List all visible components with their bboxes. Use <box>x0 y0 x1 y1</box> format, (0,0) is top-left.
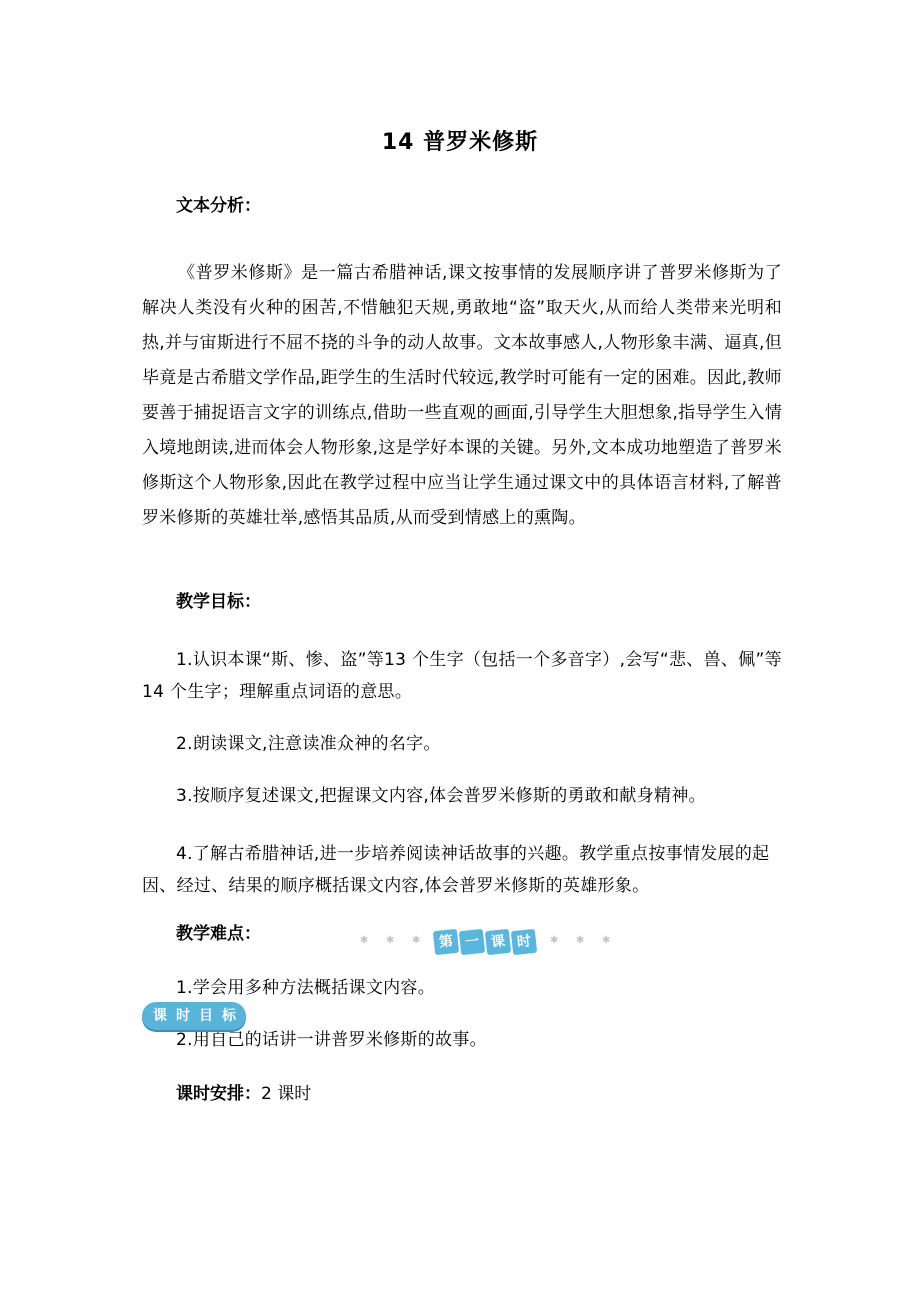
goal-item-1: 1.认识本课“斯、惨、盗”等13 个生字（包括一个多音字）,会写“悲、兽、佩”等 14 个生字；理解重点词语的意思。 <box>142 650 782 702</box>
goal-item-2: 2.朗读课文,注意读准众神的名字。 <box>176 734 441 754</box>
lesson-goal-badge <box>142 1002 246 1030</box>
schedule-value: 2 课时 <box>261 1084 312 1104</box>
badge-char: 课 <box>153 1008 167 1024</box>
dot-icon: ✱ <box>412 935 421 946</box>
dot-icon: ✱ <box>550 935 559 946</box>
section-heading-analysis: 文本分析： <box>176 196 261 216</box>
schedule-label: 课时安排： <box>176 1084 261 1104</box>
difficulty-item-2: 2.用自己的话讲一讲普罗米修斯的故事。 <box>176 1030 487 1050</box>
banner-char: 时 <box>511 929 537 955</box>
dot-icon: ✱ <box>576 935 585 946</box>
banner-char: 第 <box>433 929 459 955</box>
schedule-line <box>176 1082 311 1106</box>
section-heading-goals: 教学目标： <box>176 592 261 612</box>
analysis-paragraph: 《普罗米修斯》是一篇古希腊神话,课文按事情的发展顺序讲了普罗米修斯为了解决人类没有火种的困苦,不惜触犯天规,勇敢地“盗”取天火,从而给人类带来光明和热,并与宙斯进行不屈不挠的斗争的动人故事。文本故事感人,人物形象丰满、逼真,但毕竟是古希腊文学作品,距学生的生活时代较远,教学时可能有一定的困难。因此,教师要善于捕捉语言文字的训练点,借助一些直观的画面,引导学生大胆想象,指导学生入情入境地朗读,进而体会人物形象,这是学好本课的关键。另外,文本成功地塑造了普罗米修斯这个人物形象,因此在教学过程中应当让学生通过课文中的具体语言材料,了解普罗米修斯的英雄壮举,感悟其品质,从而受到情感上的熏陶。 <box>142 263 782 528</box>
dot-icon: ✱ <box>386 935 395 946</box>
goal-item-4: 4.了解古希腊神话,进一步培养阅读神话故事的兴趣。教学重点按事情发展的起因、经过、结果的顺序概括课文内容,体会普罗米修斯的英雄形象。 <box>142 844 770 896</box>
dot-icon: ✱ <box>602 935 611 946</box>
difficulty-item-1: 1.学会用多种方法概括课文内容。 <box>176 978 436 998</box>
banner-char: 课 <box>485 929 511 955</box>
badge-char: 目 <box>199 1008 213 1024</box>
lesson-banner <box>360 926 610 958</box>
goal-item-3: 3.按顺序复述课文,把握课文内容,体会普罗米修斯的勇敢和献身精神。 <box>176 786 706 806</box>
badge-char: 时 <box>176 1008 190 1024</box>
dot-icon: ✱ <box>360 935 369 946</box>
badge-char: 标 <box>222 1008 236 1024</box>
banner-char: 一 <box>459 929 485 955</box>
section-heading-difficulty: 教学难点： <box>176 924 261 944</box>
page-title: 14 普罗米修斯 <box>381 130 539 155</box>
